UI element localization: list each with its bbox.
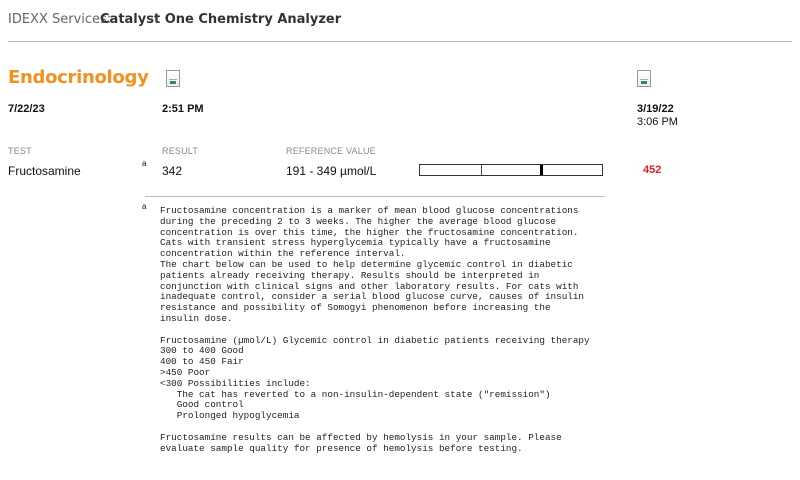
section-title: Endocrinology xyxy=(8,67,149,88)
current-date: 7/22/23 xyxy=(8,103,45,115)
note-marker: a xyxy=(142,202,147,211)
column-header-result: RESULT xyxy=(162,146,199,156)
service-label: IDEXX Services: xyxy=(8,12,112,27)
result-value: 342 xyxy=(162,164,183,178)
previous-result-value: 452 xyxy=(643,164,662,176)
note-marker: a xyxy=(142,159,147,168)
previous-date: 3/19/22 xyxy=(637,103,674,115)
page-title: Catalyst One Chemistry Analyzer xyxy=(100,12,342,27)
column-header-test: TEST xyxy=(8,146,32,156)
header-divider xyxy=(8,41,792,42)
column-header-reference: REFERENCE VALUE xyxy=(286,146,376,156)
test-name: Fructosamine xyxy=(8,164,81,178)
reference-range-bar xyxy=(419,164,603,176)
reference-value: 191 - 349 µmol/L xyxy=(286,164,377,178)
chart-icon[interactable] xyxy=(637,70,651,87)
note-divider xyxy=(145,196,605,197)
range-low-tick xyxy=(481,165,482,175)
previous-time: 3:06 PM xyxy=(637,116,678,128)
chart-icon[interactable] xyxy=(166,70,180,87)
current-time: 2:51 PM xyxy=(162,103,204,115)
interpretive-note: Fructosamine concentration is a marker of mean blood glucose concentrations during the preceding 2 to 3 weeks. The higher the average blood glucose concentration is over this time, the higher the fructosamine concentration. Cats with transient stress hyperglycemia typically have a fructosamine concentration within the reference interval. The chart below can be used to help determine glycemic control in diabetic patients already receiving therapy. Results should be interpreted in conjunction with clinical signs and other laboratory results. For cats with inadequate control, consider a serial blood glucose curve, causes of insulin resistance and possibility of Somogyi phenomenon before increasing the insulin dose. Fructosamine (µmol/L) Glycemic control in diabetic patients receiving therapy 300 to 400 Good 400 to 450 Fair >450 Poor <300 Possibilities include: The cat has reverted to a non-insulin-dependent state ("remission") Good control Prolonged hypoglycemia Fructosamine results can be affected by hemolysis in your sample. Please evaluate sample quality for presence of hemolysis before testing. xyxy=(160,205,590,454)
result-marker xyxy=(540,165,543,175)
